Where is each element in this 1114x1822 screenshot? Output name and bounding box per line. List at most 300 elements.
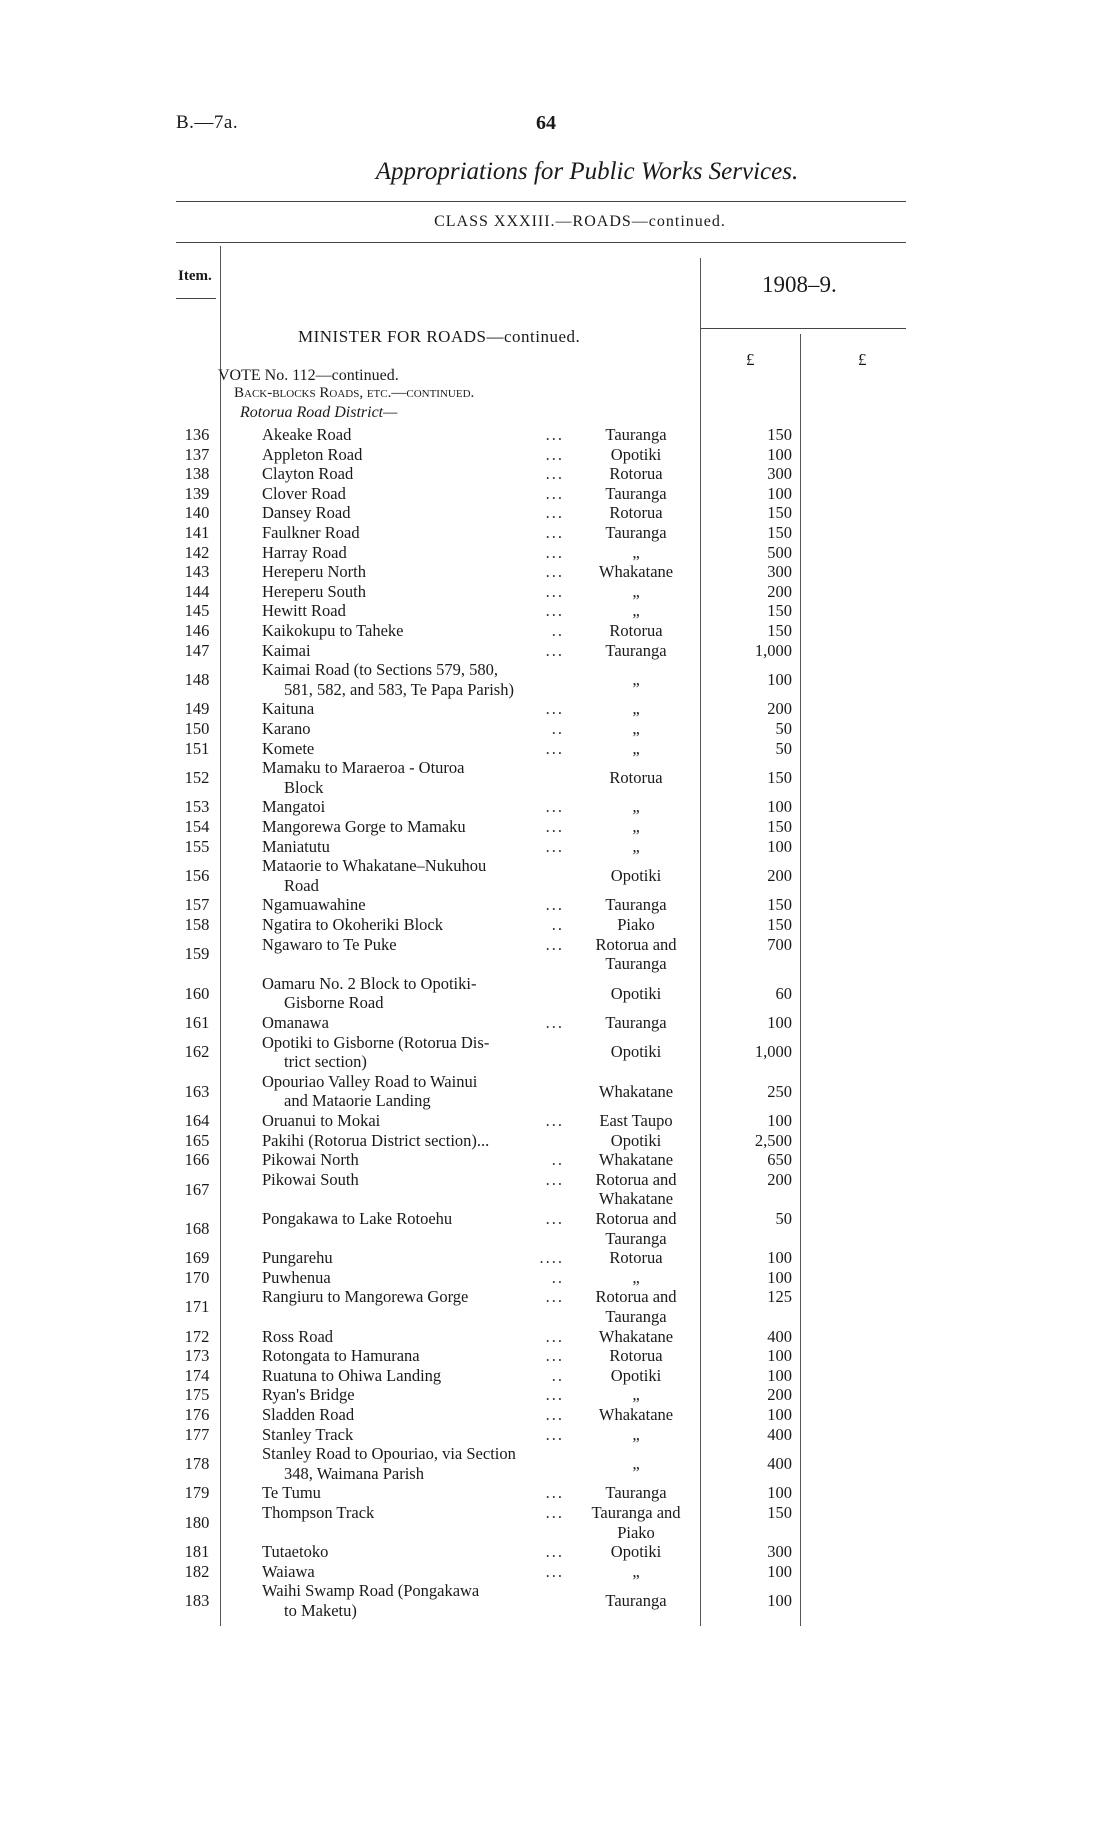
road-description: [262, 974, 564, 1013]
amount: 100: [767, 444, 792, 464]
amount: 50: [775, 719, 792, 738]
district-name: Piako: [617, 915, 655, 934]
page-number: 64: [536, 112, 556, 134]
road-district: [576, 1542, 696, 1562]
road-name: Waihi Swamp Road (Pongakawa: [262, 1581, 480, 1601]
road-description: [262, 719, 564, 739]
district-name: Opotiki: [610, 1365, 662, 1385]
amount: 100: [767, 836, 792, 856]
leader-dots: ...: [545, 1326, 564, 1346]
road-name: Kaimai: [262, 640, 311, 660]
road-description: [262, 915, 564, 935]
amount: 125: [767, 1287, 792, 1307]
district-name: „: [632, 719, 640, 738]
item-number: 149: [184, 699, 210, 719]
road-description: [262, 1346, 564, 1366]
leader-dots: ...: [545, 483, 564, 503]
item-number: 177: [184, 1424, 210, 1444]
leader-dots: ...: [545, 699, 564, 719]
district-heading: Rotorua Road District—: [240, 404, 398, 421]
road-name: Clayton Road: [262, 464, 354, 484]
leader-dots: ...: [545, 934, 564, 954]
leader-dots: ...: [545, 1561, 564, 1581]
road-description: [262, 1072, 564, 1111]
district-name: Opotiki: [610, 983, 662, 1003]
road-district: [576, 543, 696, 563]
road-name: Rangiuru to Mangorewa Gorge: [262, 1287, 469, 1307]
item-number: 163: [184, 1081, 210, 1101]
road-name: Ngamuawahine: [262, 895, 366, 915]
district-name: Tauranga: [605, 523, 667, 542]
district-name: Opotiki: [610, 1542, 662, 1562]
leader-dots: ...: [545, 464, 564, 484]
road-district: [576, 464, 696, 484]
amount: 100: [767, 1365, 792, 1385]
road-description: [262, 837, 564, 857]
road-name: Komete: [262, 738, 315, 758]
amount: 300: [767, 562, 792, 582]
road-district: [576, 445, 696, 465]
district-name: Tauranga: [605, 425, 667, 444]
district-name: Rotorua: [609, 621, 663, 640]
leader-dots: ....: [539, 1248, 564, 1268]
item-number: 166: [184, 1150, 210, 1170]
leader-dots: ...: [545, 1483, 564, 1503]
road-district: [576, 1454, 696, 1474]
item-number: 162: [184, 1042, 210, 1062]
item-number: 160: [184, 983, 210, 1003]
district-name: „: [632, 1267, 640, 1287]
section-heading-text: Back-blocks Roads, etc.—continued.: [234, 385, 475, 401]
district-name: Tauranga: [605, 895, 667, 915]
amount: 150: [767, 601, 792, 621]
leader-dots: ...: [545, 797, 564, 817]
road-description: [262, 523, 564, 543]
amount: 100: [767, 1111, 792, 1130]
road-name: Thompson Track: [262, 1503, 375, 1522]
district-name: Rotorua and: [595, 934, 677, 954]
district-name: Tauranga and: [591, 1503, 681, 1522]
road-name: Ngatira to Okoheriki Block: [262, 915, 444, 934]
road-description: [262, 445, 564, 465]
item-number: 164: [184, 1111, 210, 1130]
item-number: 171: [184, 1297, 210, 1317]
district-name: Whakatane: [598, 562, 674, 582]
leader-dots: ..: [551, 1365, 564, 1385]
item-number: 176: [184, 1405, 210, 1424]
amount: 2,500: [754, 1130, 792, 1150]
leader-dots: ...: [545, 1111, 564, 1130]
amount-subcolumn-divider: [800, 334, 801, 1626]
road-description: [262, 758, 564, 797]
item-number: 136: [184, 425, 210, 444]
road-description: [262, 1287, 564, 1307]
amount: 200: [767, 1169, 792, 1189]
item-number: 170: [184, 1267, 210, 1287]
road-description: [262, 601, 564, 621]
road-district: [576, 523, 696, 543]
district-name: „: [632, 1385, 640, 1405]
district-name: Whakatane: [598, 1081, 674, 1101]
road-name: Hereperu North: [262, 562, 366, 582]
amount: 200: [767, 865, 792, 885]
item-number: 157: [184, 895, 210, 915]
amount: 150: [767, 621, 792, 640]
amount: 60: [775, 983, 792, 1003]
district-name: „: [632, 1424, 640, 1444]
amount: 650: [767, 1150, 792, 1170]
road-district: [576, 641, 696, 661]
road-description: [262, 1444, 564, 1483]
road-name: Pikowai North: [262, 1150, 359, 1170]
amount: 150: [767, 767, 792, 787]
road-name: Pungarehu: [262, 1248, 333, 1268]
item-number: 181: [184, 1542, 210, 1562]
road-name: Oamaru No. 2 Block to Opotiki-: [262, 973, 477, 993]
leader-dots: ...: [545, 581, 564, 601]
item-number: 183: [184, 1591, 210, 1611]
road-district: [576, 895, 696, 915]
road-district: [576, 837, 696, 857]
road-name: Puwhenua: [262, 1267, 331, 1287]
road-name: Ngawaro to Te Puke: [262, 934, 397, 954]
road-name-continued: trict section): [284, 1052, 367, 1072]
road-name: Oruanui to Mokai: [262, 1111, 381, 1130]
district-name: „: [632, 797, 640, 817]
item-number: 175: [184, 1385, 210, 1405]
road-name: Clover Road: [262, 483, 346, 503]
district-name: Rotorua: [609, 503, 663, 523]
item-number: 168: [184, 1218, 210, 1238]
road-district: [576, 1170, 696, 1209]
leader-dots: ...: [545, 562, 564, 582]
road-name: Faulkner Road: [262, 523, 360, 542]
road-district: [576, 699, 696, 719]
item-number: 161: [184, 1013, 210, 1032]
amount: 150: [767, 503, 792, 523]
road-description: [262, 484, 564, 504]
road-name: Stanley Road to Opouriao, via Section: [262, 1444, 516, 1464]
document-code: B.—7a.: [176, 112, 239, 133]
district-name: Tauranga: [605, 1483, 667, 1503]
road-district: [576, 1425, 696, 1445]
item-number: 167: [184, 1179, 210, 1199]
leader-dots: ...: [545, 444, 564, 464]
amount: 400: [767, 1424, 792, 1444]
road-name: Ryan's Bridge: [262, 1385, 355, 1405]
road-district: [576, 582, 696, 602]
item-column-divider: [220, 246, 221, 1626]
road-district: [576, 425, 696, 445]
leader-dots: ...: [545, 523, 564, 542]
road-description: [262, 425, 564, 445]
district-name: „: [632, 836, 640, 856]
road-district: [576, 562, 696, 582]
road-description: [262, 1385, 564, 1405]
road-description: [262, 1503, 564, 1523]
district-name: „: [632, 542, 640, 562]
road-district: [576, 1327, 696, 1347]
district-name: „: [632, 1561, 640, 1581]
road-name: Karano: [262, 719, 311, 738]
road-description: [262, 1209, 564, 1229]
page-title: Appropriations for Public Works Services.: [375, 158, 799, 185]
district-name: Rotorua: [609, 1346, 663, 1366]
road-district: [576, 1111, 696, 1131]
road-name: Mamaku to Maraeroa - Oturoa: [262, 758, 465, 778]
item-number: 151: [184, 738, 210, 758]
leader-dots: ...: [545, 503, 564, 523]
road-description: [262, 1366, 564, 1386]
road-description: [262, 660, 564, 699]
leader-dots: ..: [551, 621, 564, 640]
district-name: „: [632, 738, 640, 758]
road-name-continued: to Maketu): [284, 1600, 357, 1620]
leader-dots: ...: [545, 425, 564, 444]
road-name-continued: Gisborne Road: [284, 993, 384, 1013]
item-number: 153: [184, 797, 210, 817]
district-name-continued: Whakatane: [598, 1189, 674, 1209]
road-name: Opotiki to Gisborne (Rotorua Dis-: [262, 1032, 490, 1052]
district-name: Whakatane: [598, 1150, 674, 1170]
road-description: [262, 895, 564, 915]
item-number: 138: [184, 464, 210, 484]
road-description: [262, 817, 564, 837]
amount: 400: [767, 1453, 792, 1473]
year-column-header: 1908–9.: [762, 272, 837, 297]
road-district: [576, 503, 696, 523]
district-name: Opotiki: [610, 444, 662, 464]
district-name: „: [632, 699, 640, 719]
leader-dots: ...: [545, 1169, 564, 1189]
amount: 400: [767, 1326, 792, 1346]
road-district: [576, 1385, 696, 1405]
road-name: Mangatoi: [262, 797, 326, 817]
road-description: [262, 797, 564, 817]
road-description: [262, 1483, 564, 1503]
item-number: 172: [184, 1326, 210, 1346]
amount: 100: [767, 1483, 792, 1503]
road-description: [262, 1562, 564, 1582]
district-name: Rotorua and: [595, 1169, 677, 1189]
road-district: [576, 797, 696, 817]
item-number: 156: [184, 865, 210, 885]
road-name: Sladden Road: [262, 1405, 355, 1424]
road-name: Kaimai Road (to Sections 579, 580,: [262, 660, 499, 680]
district-name: „: [632, 601, 640, 621]
leader-dots: ..: [551, 1150, 564, 1170]
district-name: Opotiki: [610, 865, 662, 885]
amount: 100: [767, 669, 792, 689]
district-name: „: [632, 817, 640, 836]
item-number: 148: [184, 669, 210, 689]
amount: 100: [767, 483, 792, 503]
road-description: [262, 503, 564, 523]
leader-dots: ..: [551, 719, 564, 738]
item-number: 174: [184, 1365, 210, 1385]
road-name-continued: and Mataorie Landing: [284, 1091, 431, 1111]
district-name: Tauranga: [605, 1591, 667, 1611]
title-rule: [176, 201, 906, 202]
road-description: [262, 1268, 564, 1288]
leader-dots: ...: [545, 1013, 564, 1032]
amount: 200: [767, 1385, 792, 1405]
item-number: 145: [184, 601, 210, 621]
item-header-rule: [176, 298, 216, 299]
road-district: [576, 1082, 696, 1102]
amount: 100: [767, 1013, 792, 1032]
item-number: 154: [184, 817, 210, 836]
road-name: Harray Road: [262, 542, 347, 562]
road-name: Pikowai South: [262, 1169, 359, 1189]
minister-heading: MINISTER FOR ROADS—continued.: [298, 327, 581, 346]
road-description: [262, 641, 564, 661]
amount: 100: [767, 1346, 792, 1366]
road-name: Hewitt Road: [262, 601, 346, 621]
district-name: Opotiki: [610, 1130, 662, 1150]
item-number: 141: [184, 523, 210, 542]
road-description: [262, 1111, 564, 1131]
road-district: [576, 768, 696, 788]
road-name: Hereperu South: [262, 581, 367, 601]
leader-dots: ...: [545, 836, 564, 856]
district-name: Whakatane: [598, 1326, 674, 1346]
year-header-rule: [700, 328, 906, 329]
district-name: Rotorua: [609, 767, 663, 787]
leader-dots: ...: [545, 1287, 564, 1307]
district-name-continued: Tauranga: [605, 1306, 667, 1326]
road-description: [262, 1581, 564, 1620]
item-number: 147: [184, 640, 210, 660]
district-name-continued: Tauranga: [605, 1228, 667, 1248]
item-number: 139: [184, 483, 210, 503]
amount: 150: [767, 523, 792, 542]
road-description: [262, 582, 564, 602]
road-district: [576, 817, 696, 837]
road-district: [576, 1268, 696, 1288]
road-district: [576, 1483, 696, 1503]
leader-dots: ...: [545, 1405, 564, 1424]
section-heading: [234, 385, 474, 402]
road-description: [262, 739, 564, 759]
leader-dots: ...: [545, 1209, 564, 1228]
road-name: Tutaetoko: [262, 1542, 329, 1562]
leader-dots: ...: [545, 1385, 564, 1405]
road-district: [576, 1013, 696, 1033]
item-number: 159: [184, 944, 210, 964]
road-district: [576, 670, 696, 690]
district-name: Rotorua: [609, 464, 663, 484]
leader-dots: ...: [545, 895, 564, 915]
road-description: [262, 1248, 564, 1268]
amount: 100: [767, 797, 792, 817]
amount: 50: [775, 1209, 792, 1228]
road-district: [576, 484, 696, 504]
road-name-continued: 581, 582, and 583, Te Papa Parish): [284, 679, 514, 699]
district-name: „: [632, 581, 640, 601]
item-number: 169: [184, 1248, 210, 1268]
road-name: Pakihi (Rotorua District section)...: [262, 1130, 490, 1150]
table-top-rule: [176, 242, 906, 243]
road-district: [576, 1346, 696, 1366]
district-name: „: [632, 1453, 640, 1473]
road-name: Ruatuna to Ohiwa Landing: [262, 1365, 442, 1385]
road-description: [262, 856, 564, 895]
road-district: [576, 866, 696, 886]
district-name: Tauranga: [605, 1013, 667, 1032]
district-name: Whakatane: [598, 1405, 674, 1424]
road-description: [262, 1131, 564, 1151]
road-description: [262, 1170, 564, 1190]
leader-dots: ...: [545, 817, 564, 836]
item-number: 182: [184, 1561, 210, 1581]
district-name: Rotorua: [609, 1248, 663, 1268]
road-district: [576, 1150, 696, 1170]
road-district: [576, 1503, 696, 1542]
currency-label-2: £: [858, 350, 867, 369]
road-description: [262, 1150, 564, 1170]
road-name: Kaituna: [262, 699, 315, 719]
class-heading: CLASS XXXIII.—ROADS—continued.: [434, 213, 726, 230]
amount: 150: [767, 425, 792, 444]
road-name: Pongakawa to Lake Rotoehu: [262, 1209, 453, 1228]
amount: 150: [767, 1503, 792, 1522]
district-name-continued: Tauranga: [605, 954, 667, 974]
road-district: [576, 1591, 696, 1611]
item-number: 137: [184, 444, 210, 464]
amount: 100: [767, 1248, 792, 1268]
amount: 300: [767, 464, 792, 484]
road-name: Waiawa: [262, 1561, 315, 1581]
vote-heading: VOTE No. 112—continued.: [218, 367, 399, 384]
district-name: Opotiki: [610, 1042, 662, 1062]
road-name: Rotongata to Hamurana: [262, 1346, 420, 1366]
road-name-continued: 348, Waimana Parish: [284, 1463, 424, 1483]
amount: 100: [767, 1267, 792, 1287]
leader-dots: ...: [545, 738, 564, 758]
district-name: Tauranga: [605, 483, 667, 503]
amount: 200: [767, 581, 792, 601]
currency-label-1: £: [746, 350, 755, 369]
road-name: Te Tumu: [262, 1483, 321, 1503]
amount: 200: [767, 699, 792, 719]
road-description: [262, 1013, 564, 1033]
leader-dots: ...: [545, 542, 564, 562]
road-district: [576, 1209, 696, 1248]
district-name-continued: Piako: [617, 1522, 655, 1542]
road-description: [262, 699, 564, 719]
road-district: [576, 1042, 696, 1062]
leader-dots: ...: [545, 1346, 564, 1366]
amount: 700: [767, 934, 792, 954]
leader-dots: ...: [545, 640, 564, 660]
item-number: 142: [184, 542, 210, 562]
road-name: Mataorie to Whakatane–Nukuhou: [262, 856, 487, 876]
amount: 250: [767, 1081, 792, 1101]
road-description: [262, 1542, 564, 1562]
item-number: 179: [184, 1483, 210, 1503]
item-number: 165: [184, 1130, 210, 1150]
amount: 300: [767, 1542, 792, 1562]
item-number: 155: [184, 836, 210, 856]
road-description: [262, 1327, 564, 1347]
amount: 1,000: [754, 1042, 792, 1062]
road-name: Appleton Road: [262, 444, 363, 464]
road-district: [576, 1131, 696, 1151]
road-description: [262, 543, 564, 563]
road-district: [576, 719, 696, 739]
amount: 50: [775, 738, 792, 758]
